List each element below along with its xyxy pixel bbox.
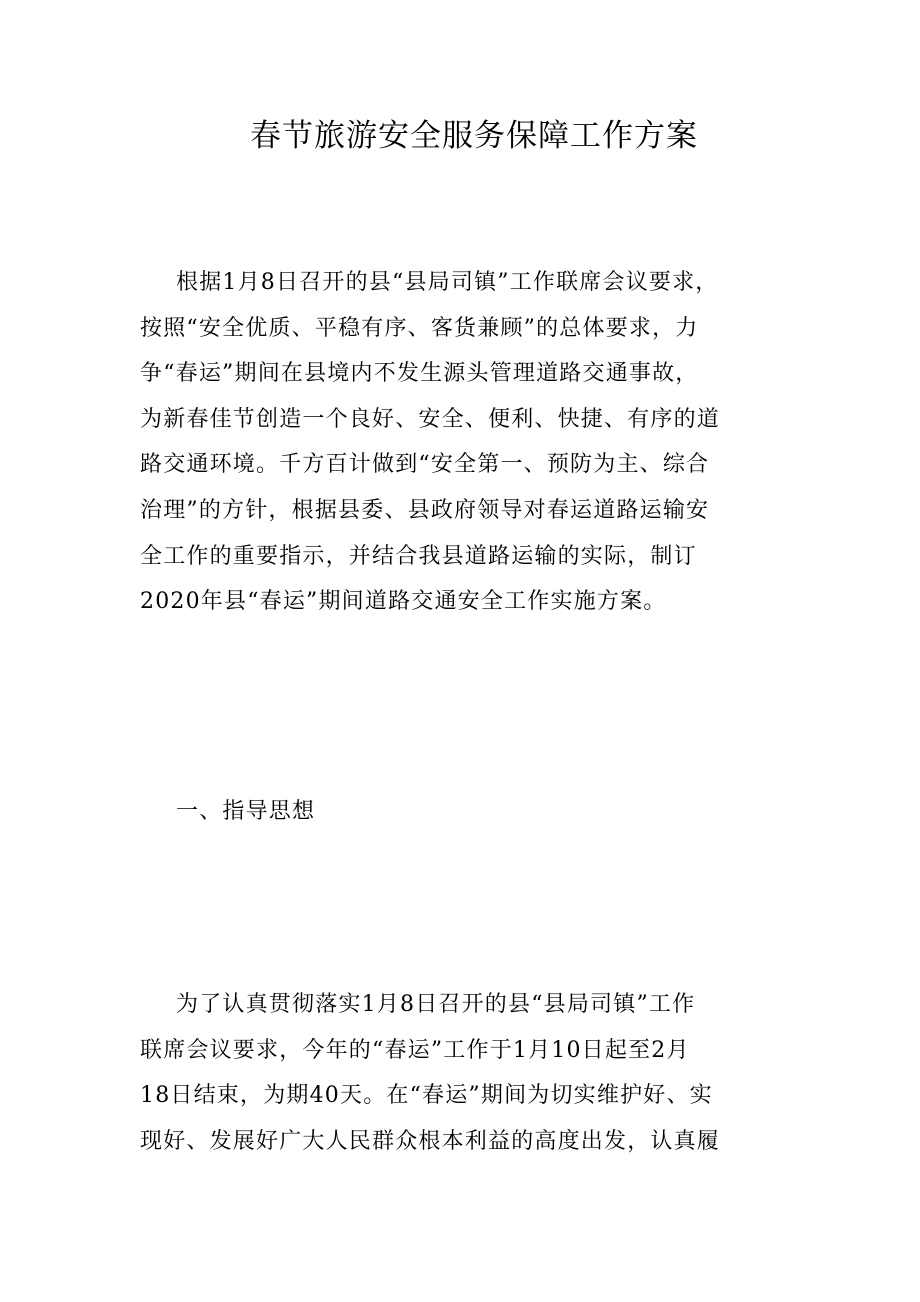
paragraph-line: 为了认真贯彻落实1月8日召开的县“县局司镇”工作 <box>176 992 696 1017</box>
paragraph-line: 为新春佳节创造一个良好、安全、便利、快捷、有序的道 <box>140 406 721 432</box>
section-heading-guiding-ideology: 一、指导思想 <box>176 799 316 824</box>
paragraph-line: 现好、发展好广大人民群众根本利益的高度出发，认真履 <box>140 1128 721 1154</box>
paragraph-line: 争“春运”期间在县境内不发生源头管理道路交通事故， <box>140 361 699 387</box>
intro-paragraph <box>140 260 790 625</box>
paragraph-line: 联席会议要求，今年的“春运”工作于1月10日起至2月 <box>140 1037 690 1063</box>
paragraph-line: 根据1月8日召开的县“县局司镇”工作联席会议要求， <box>176 270 719 295</box>
paragraph-line: 18日结束，为期40天。在“春运”期间为切实维护好、实 <box>140 1083 713 1109</box>
paragraph-line: 路交通环境。千方百计做到“安全第一、预防为主、综合 <box>140 452 710 478</box>
paragraph-line: 按照“安全优质、平稳有序、客货兼顾”的总体要求，力 <box>140 315 699 341</box>
paragraph-line: 治理”的方针，根据县委、县政府领导对春运道路运输安 <box>140 497 710 523</box>
document-title: 春节旅游安全服务保障工作方案 <box>250 118 698 154</box>
guiding-ideology-paragraph <box>140 982 790 1164</box>
paragraph-line: 全工作的重要指示，并结合我县道路运输的实际，制订 <box>140 543 697 569</box>
paragraph-line: 2020年县“春运”期间道路交通安全工作实施方案。 <box>140 589 667 615</box>
